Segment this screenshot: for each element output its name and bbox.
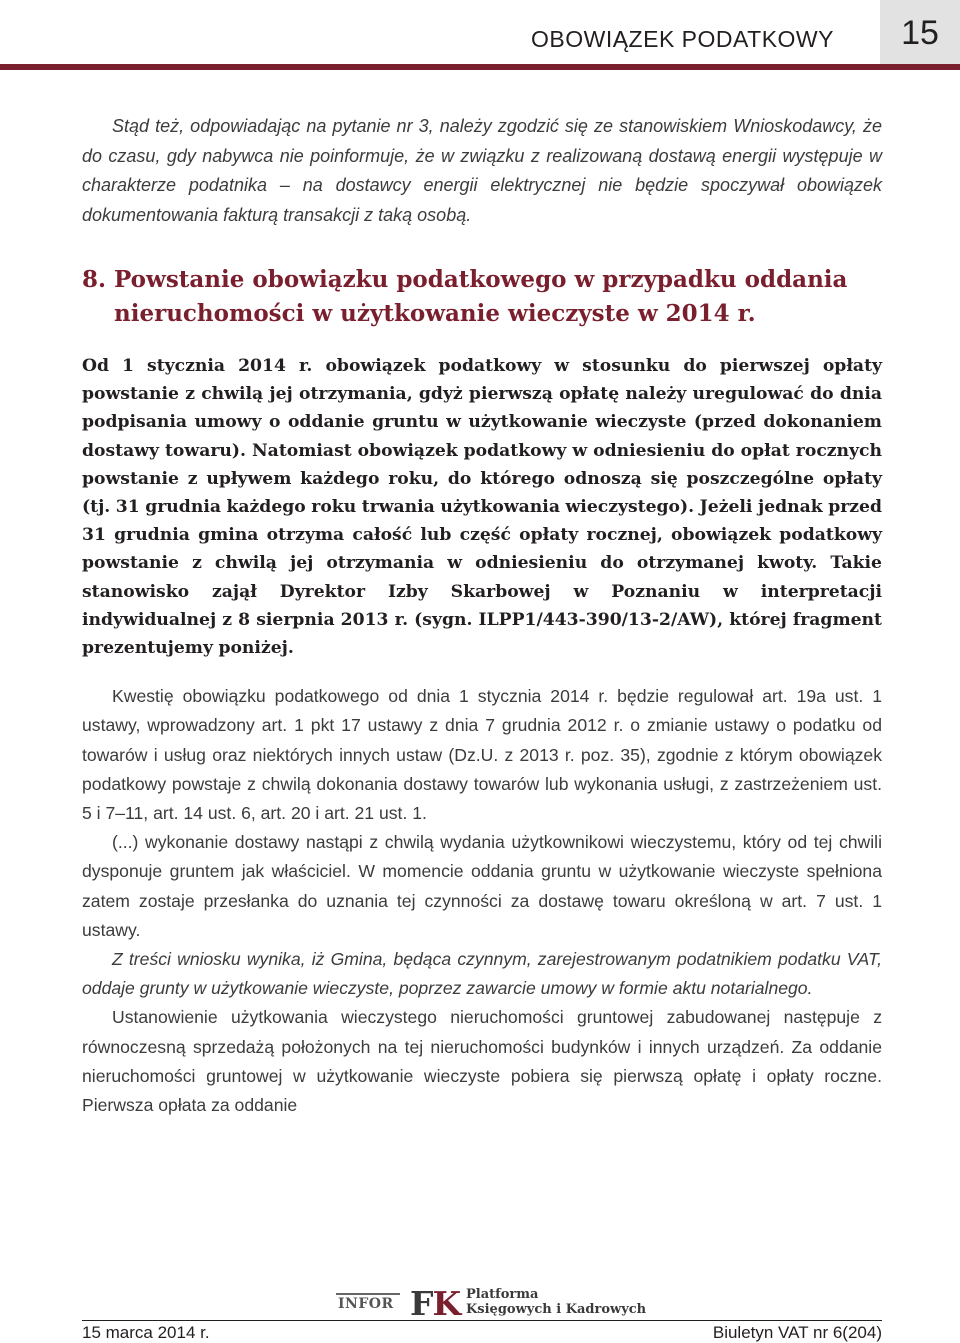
section-number: 8. xyxy=(82,266,107,293)
quote-paragraph-2: (...) wykonanie dostawy nastąpi z chwilą wydania użytkownikowi wieczystemu, który od tej chwili dysponuje gruntem jak właściciel. W momencie oddania gruntu w użytkowanie wieczyste spełniona zatem zostaje przesłanka do uznania tej czynności za dostawę towaru określoną w art. 7 ust. 1 ustawy. xyxy=(82,832,882,940)
section-title: Powstanie obowiązku podatkowego w przypadku oddania nieruchomości w użytkowanie wieczyste w 2014 r. xyxy=(114,266,848,327)
intro-paragraph: Stąd też, odpowiadając na pytanie nr 3, należy zgodzić się ze stanowiskiem Wnioskodawcy, że do czasu, gdy nabywca nie poinformuje, że w związku z realizowaną dostawą energii występuje w charakterze podatnika – na dostawcy energii elektrycznej nie będzie spoczywał obowiązek dokumentowania fakturą transakcji z taką osobą. xyxy=(82,116,882,225)
article-body xyxy=(82,112,882,1120)
logo-text-line1: Platforma xyxy=(466,1287,539,1302)
logo-f: F xyxy=(410,1284,433,1323)
body-paragraph: Od 1 stycznia 2014 r. obowiązek podatkowy w stosunku do pierwszej opłaty powstanie z chwilą jej otrzymania, gdyż pierwszą opłatę należy uregulować do dnia podpisania umowy o oddanie gruntu w użytkowanie wieczyste (przed dokonaniem dostawy towaru). Natomiast obowiązek podatkowy w odniesieniu do opłat rocznych powstanie z upływem każdego roku, do którego odnoszą się poszczególne opłaty (tj. 31 grudnia każdego roku trwania użytkowania wieczystego). Jeżeli jednak przed 31 grudnia gmina otrzyma całość lub część opłaty rocznej, obowiązek podatkowy powstanie z chwilą jej otrzymania w odniesieniu do otrzymanej kwoty. Takie stanowisko zajął Dyrektor Izby Skarbowej w Poznaniu w interpretacji indywidualnej z 8 sierpnia 2013 r. (sygn. ILPP1/443-390/13-2/AW), której fragment prezentujemy poniżej. xyxy=(82,356,882,659)
publisher-logo xyxy=(336,1284,654,1323)
quote-paragraph-4: Ustanowienie użytkowania wieczystego nieruchomości gruntowej zabudowanej następuje z równoczesną sprzedażą położonych na tej nieruchomości budynków i innych urządzeń. Za oddanie nieruchomości gruntowej w użytkowanie wieczyste pobiera się pierwszą opłatę i opłaty roczne. Pierwsza opłata za oddanie xyxy=(82,1007,882,1116)
logo-bar xyxy=(336,1293,400,1295)
header-rule xyxy=(0,64,960,70)
page-number-box xyxy=(880,0,960,64)
quote-paragraph-1: Kwestię obowiązku podatkowego od dnia 1 stycznia 2014 r. będzie regulował art. 19a ust. 1 ustawy, wprowadzony art. 1 pkt 17 ustawy z dnia 7 grudnia 2012 r. o zmianie ustawy o podatku od towarów i usług oraz niektórych innych ustaw (Dz.U. z 2013 r. poz. 35), zgodnie z którym obowiązek podatkowy powstaje z chwilą dokonania dostawy towarów lub wykonania usługi, z zastrzeżeniem ust. 5 i 7–11, art. 14 ust. 6, art. 20 i art. 21 ust. 1. xyxy=(82,686,882,824)
running-title: OBOWIĄZEK PODATKOWY xyxy=(531,26,834,52)
footer-rule xyxy=(82,1320,882,1321)
page-header xyxy=(0,0,960,70)
footer-date: 15 marca 2014 r. xyxy=(82,1323,210,1342)
logo-fk xyxy=(410,1284,460,1323)
logo-text-line2: Księgowych i Kadrowych xyxy=(466,1302,647,1317)
page-footer xyxy=(82,1286,882,1341)
logo-infor: INFOR xyxy=(338,1296,394,1312)
section-heading xyxy=(82,263,882,331)
quote-paragraph-3: Z treści wniosku wynika, iż Gmina, będąca czynnym, zarejestrowanym podatnikiem podatku VAT, oddaje grunty w użytkowanie wieczyste, poprzez zawarcie umowy w formie aktu notarialnego. xyxy=(82,949,882,999)
footer-issue: Biuletyn VAT nr 6(204) xyxy=(712,1323,882,1342)
logo-k: K xyxy=(432,1284,461,1323)
page-number: 15 xyxy=(901,14,939,52)
